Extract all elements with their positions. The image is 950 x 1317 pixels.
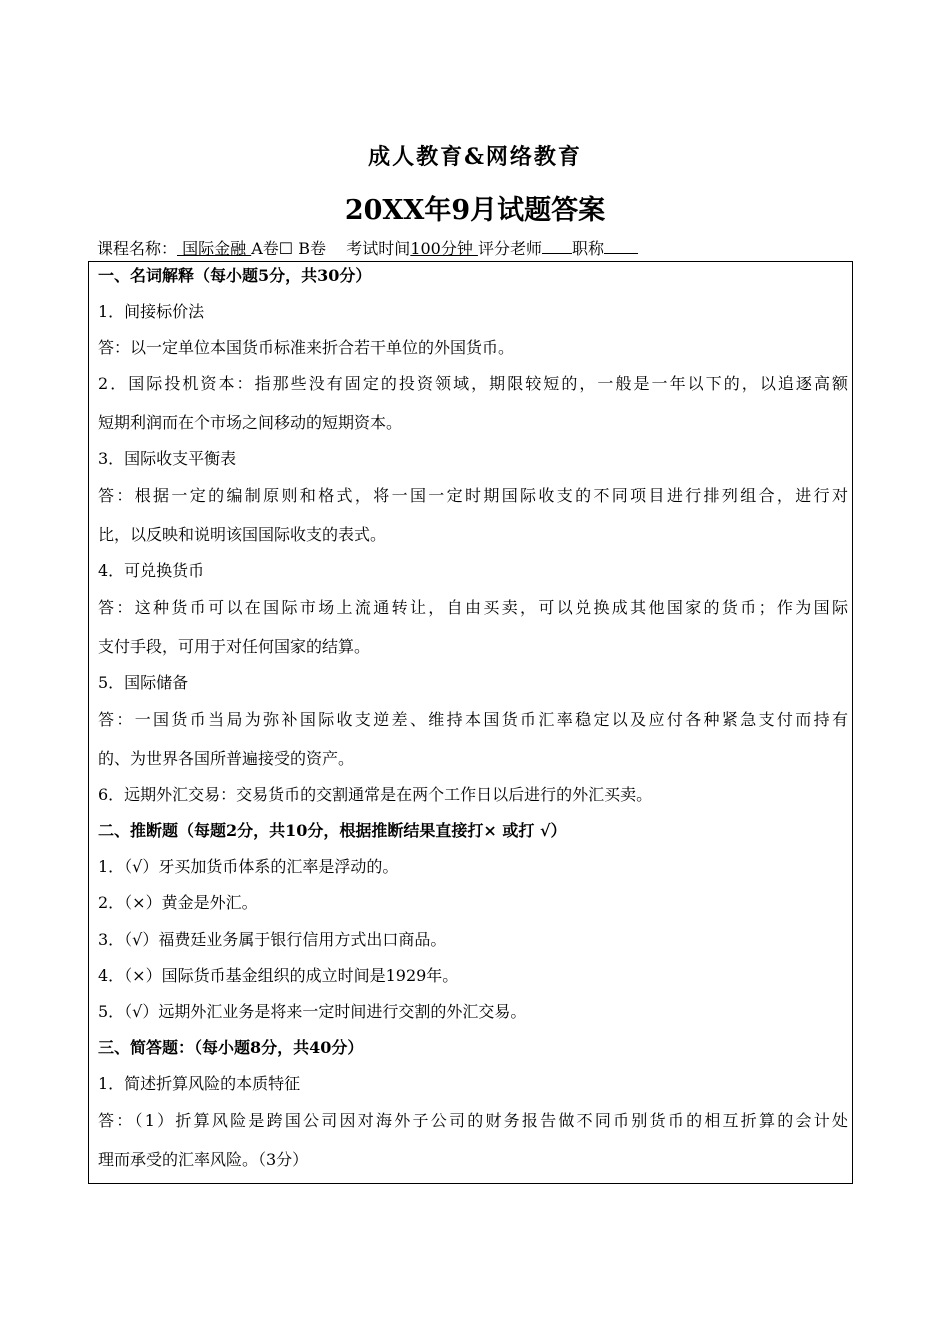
term-1-answer: 答：以一定单位本国货币标准来折合若干单位的外国货币。	[98, 338, 515, 357]
course-name: 国际金融	[177, 239, 252, 258]
answer-box	[88, 261, 853, 1184]
term-2-line-2: 短期利润而在个市场之间移动的短期资本。	[98, 413, 403, 432]
term-3-answer-line-1: 答：根据一定的编制原则和格式，将一国一定时期国际收支的不同项目进行排列组合，进行对	[98, 486, 848, 505]
time-label: 考试时间	[346, 239, 411, 258]
term-5-title: 5．国际储备	[98, 673, 189, 692]
question-1-answer-line-1: 答：（1）折算风险是跨国公司因对海外子公司的财务报告做不同币别货币的相互折算的会计处	[98, 1111, 848, 1130]
judge-item-4: 4．（×）国际货币基金组织的成立时间是1929年。	[98, 966, 459, 985]
judge-item-5: 5．（√）远期外汇业务是将来一定时间进行交割的外汇交易。	[98, 1002, 527, 1021]
judge-item-1: 1．（√）牙买加货币体系的汇率是浮动的。	[98, 857, 399, 876]
grader-blank	[542, 239, 572, 254]
course-label: 课程名称：	[97, 239, 178, 258]
course-info-line	[97, 236, 638, 259]
section-heading-2: 二、推断题（每题2分，共10分，根据推断结果直接打× 或打 √）	[98, 821, 567, 840]
question-1-title: 1．简述折算风险的本质特征	[98, 1074, 301, 1093]
org-title: 成人教育&网络教育	[368, 144, 582, 170]
title-label: 职称	[571, 239, 604, 258]
judge-item-2: 2．（×）黄金是外汇。	[98, 893, 258, 912]
term-4-answer-line-1: 答：这种货币可以在国际市场上流通转让，自由买卖，可以兑换成其他国家的货币；作为国际	[98, 598, 848, 617]
section-heading-1: 一、名词解释（每小题5分，共30分）	[98, 266, 372, 285]
term-3-answer-line-2: 比，以反映和说明该国国际收支的表式。	[98, 525, 387, 544]
judge-item-3: 3．（√）福费廷业务属于银行信用方式出口商品。	[98, 930, 447, 949]
term-1-title: 1．间接标价法	[98, 302, 205, 321]
grader-label: 评分老师	[477, 239, 542, 258]
term-5-answer-line-2: 的、为世界各国所普遍接受的资产。	[98, 749, 355, 768]
time-value: 100分钟	[410, 239, 478, 258]
term-5-answer-line-1: 答：一国货币当局为弥补国际收支逆差、维持本国货币汇率稳定以及应付各种紧急支付而持有	[98, 710, 848, 729]
section-heading-3: 三、简答题：（每小题8分，共40分）	[98, 1038, 364, 1057]
term-3-title: 3．国际收支平衡表	[98, 449, 237, 468]
term-2-line-1: 2．国际投机资本：指那些没有固定的投资领域，期限较短的，一般是一年以下的，以追逐高额	[98, 374, 848, 393]
title-blank	[604, 239, 638, 254]
term-4-answer-line-2: 支付手段，可用于对任何国家的结算。	[98, 637, 371, 656]
question-1-answer-line-2: 理而承受的汇率风险。（3分）	[98, 1150, 309, 1169]
paper-type: A卷☐ B卷	[251, 239, 326, 258]
term-4-title: 4．可兑换货币	[98, 561, 205, 580]
term-6: 6．远期外汇交易：交易货币的交割通常是在两个工作日以后进行的外汇买卖。	[98, 785, 653, 804]
exam-title: 20XX年9月试题答案	[344, 195, 606, 226]
